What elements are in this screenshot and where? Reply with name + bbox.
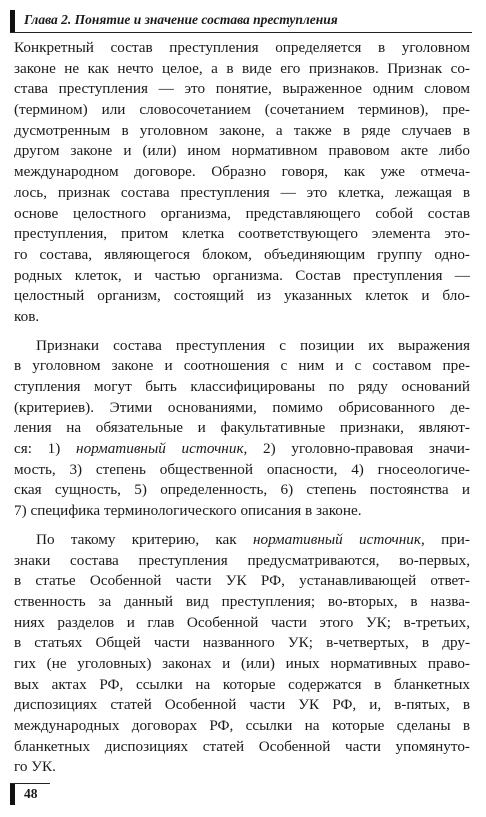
- text-line: лось, признак состава преступления — это клетка, лежащая в: [14, 183, 470, 201]
- text-line: ниях разделов и глав Особенной части этого УК; в-третьих,: [14, 613, 470, 631]
- text-line: (критериев). Этими основаниями, помимо обрисованного де-: [14, 398, 470, 416]
- running-header: [10, 10, 472, 33]
- text-line: в статье Особенной части УК РФ, устанавливающей ответ-: [14, 572, 470, 590]
- text-line: международном договоре. Образно говоря, как уже отмеча-: [14, 163, 470, 181]
- page-number: 48: [24, 786, 38, 801]
- text-line: става преступления — это понятие, выраженное одним словом: [14, 80, 470, 98]
- text-line: гих (не уголовных) законах и (или) иных нормативных право-: [14, 654, 470, 672]
- text-line: другом законе и (или) ином нормативном правовом акте либо: [14, 142, 470, 160]
- text-line: знаки состава преступления предусматриваются, во-первых,: [14, 551, 470, 569]
- text-line: родных клеток, и частью организма. Состав преступления —: [14, 266, 470, 284]
- footer-rule: [10, 783, 50, 784]
- paragraph-2: [14, 336, 470, 522]
- text-line: Признаки состава преступления с позиции их выражения: [36, 336, 470, 354]
- text-line: международных договорах РФ, ссылки на которые сделаны в: [14, 717, 470, 734]
- text-line: 7) специфика терминологического описания в законе.: [14, 502, 362, 520]
- chapter-title: Глава 2. Понятие и значение состава преступления: [24, 12, 338, 27]
- text-line: ственность за данный вид преступления; во-вторых, в назва-: [14, 592, 470, 610]
- text-line: го УК.: [14, 758, 56, 776]
- text-line: основе целостного организма, представляющего собой состав: [14, 204, 470, 222]
- text-line: в статьях Общей части названного УК; в-четвертых, в дру-: [14, 634, 470, 652]
- header-marker-bar: [10, 10, 15, 32]
- text-line: целостный организм, состоящий из указанных клеток и бло-: [14, 287, 470, 305]
- text-line: ступления могут быть классифицированы по ряду оснований: [14, 378, 470, 395]
- text-line: Конкретный состав преступления определяется в уголовном: [14, 39, 470, 56]
- paragraph-3: [14, 530, 470, 778]
- text-line: ся: 1) нормативный источник, 2) уголовно-правовая значи-: [14, 440, 470, 458]
- text-line: диспозициях статей Особенной части УК РФ, и, в-пятых, в: [14, 696, 470, 714]
- text-line: преступления, притом клетка соответствующего элемента это-: [14, 225, 470, 243]
- text-line: По такому критерию, как нормативный источник, при-: [36, 530, 470, 548]
- footer-marker-bar: [10, 783, 15, 805]
- text-line: ков.: [14, 307, 40, 325]
- emphasized-term: нормативный источник: [252, 530, 422, 548]
- text-line: бланкетных диспозициях статей Особенной части упомянуто-: [14, 737, 470, 755]
- paragraph-gap: [14, 328, 470, 336]
- text-line: в уголовном законе и соотношения с ним и с составом пре-: [14, 357, 470, 375]
- text-line: законе не как нечто целое, а в виде его признаков. Признак со-: [14, 59, 470, 77]
- text-line: дусмотренным в уголовном законе, а также в ряде случаев в: [14, 121, 470, 139]
- text-line: го состава, являющегося блоком, объединяющим группу одно-: [14, 245, 470, 263]
- page-footer: [10, 783, 70, 805]
- text-line: вых актах РФ, ссылки на которые содержатся в бланкетных: [14, 675, 470, 693]
- paragraph-gap: [14, 522, 470, 530]
- page-body: [14, 38, 470, 778]
- text-line: ления на обязательные и факультативные признаки, являют-: [14, 419, 470, 437]
- text-line: ская сущность, 5) определенность, 6) степень постоянства и: [14, 481, 470, 499]
- emphasized-term: нормативный источник: [76, 440, 244, 458]
- paragraph-1: [14, 38, 470, 328]
- text-line: мость, 3) степень общественной опасности, 4) гносеологиче-: [14, 460, 470, 478]
- text-line: (термином) или словосочетанием (сочетанием терминов), пре-: [14, 101, 470, 119]
